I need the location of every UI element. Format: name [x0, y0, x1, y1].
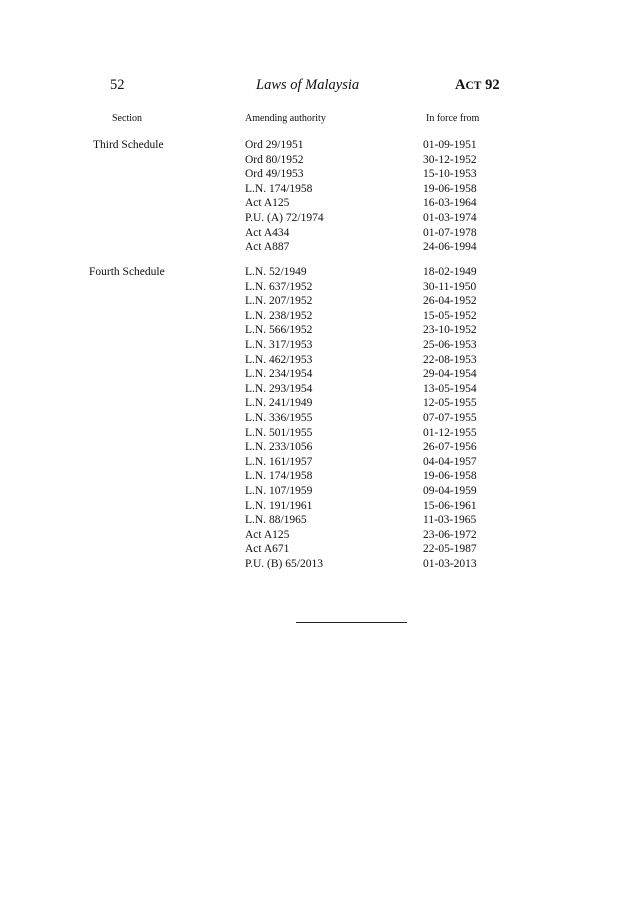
amending-authority: Ord 29/1951 [245, 139, 304, 151]
in-force-date: 24-06-1994 [423, 241, 477, 254]
in-force-date: 09-04-1959 [423, 484, 477, 497]
section-label: Fourth Schedule [89, 266, 165, 278]
in-force-date: 01-03-2013 [423, 557, 477, 570]
page-number: 52 [110, 77, 125, 93]
in-force-date: 04-04-1957 [423, 455, 477, 468]
in-force-date: 13-05-1954 [423, 382, 477, 395]
in-force-date: 07-07-1955 [423, 411, 477, 424]
amending-authority: L.N. 174/1958 [245, 182, 313, 195]
amending-authority: L.N. 233/1056 [245, 441, 313, 454]
amending-authority: Act A125 [245, 528, 290, 541]
amending-authority: L.N. 566/1952 [245, 324, 313, 337]
in-force-date: 18-02-1949 [423, 266, 477, 278]
amending-authority: L.N. 293/1954 [245, 382, 313, 395]
act-prefix: A [455, 77, 466, 93]
in-force-date: 15-05-1952 [423, 309, 477, 322]
in-force-date: 16-03-1964 [423, 197, 477, 210]
section-label: Third Schedule [93, 139, 164, 151]
in-force-date: 29-04-1954 [423, 368, 477, 381]
amending-authority: L.N. 317/1953 [245, 338, 313, 351]
in-force-date: 15-10-1953 [423, 168, 477, 181]
amending-authority: Act A887 [245, 241, 290, 254]
end-rule-divider [296, 622, 407, 623]
in-force-date: 23-10-1952 [423, 324, 477, 337]
amending-authority: L.N. 637/1952 [245, 280, 313, 293]
in-force-date: 15-06-1961 [423, 499, 477, 512]
column-header-authority: Amending authority [245, 113, 326, 124]
amending-authority: Act A125 [245, 197, 290, 210]
in-force-date: 23-06-1972 [423, 528, 477, 541]
in-force-date: 01-09-1951 [423, 139, 477, 151]
amending-authority: P.U. (B) 65/2013 [245, 557, 323, 570]
amending-authority: L.N. 462/1953 [245, 353, 313, 366]
amending-authority: L.N. 191/1961 [245, 499, 313, 512]
in-force-date: 12-05-1955 [423, 397, 477, 410]
in-force-date: 26-07-1956 [423, 441, 477, 454]
amending-authority: L.N. 88/1965 [245, 514, 307, 527]
in-force-date: 25-06-1953 [423, 338, 477, 351]
act-number: 92 [481, 77, 500, 93]
in-force-date: 19-06-1958 [423, 182, 477, 195]
amending-authority: L.N. 174/1958 [245, 470, 313, 483]
column-header-section: Section [112, 113, 142, 124]
in-force-date: 22-05-1987 [423, 543, 477, 556]
amending-authority: L.N. 107/1959 [245, 484, 313, 497]
in-force-date: 11-03-1965 [423, 514, 477, 527]
amending-authority: L.N. 161/1957 [245, 455, 313, 468]
amending-authority: L.N. 336/1955 [245, 411, 313, 424]
amending-authority: L.N. 241/1949 [245, 397, 313, 410]
amending-authority: Act A671 [245, 543, 290, 556]
column-header-in-force: In force from [426, 113, 480, 124]
in-force-date: 30-11-1950 [423, 280, 477, 293]
amending-authority: L.N. 207/1952 [245, 295, 313, 308]
amending-authority: L.N. 52/1949 [245, 266, 307, 278]
amending-authority: P.U. (A) 72/1974 [245, 211, 324, 224]
amending-authority: Act A434 [245, 226, 290, 239]
in-force-date: 22-08-1953 [423, 353, 477, 366]
document-title: Laws of Malaysia [256, 77, 360, 93]
act-reference [455, 76, 500, 95]
amending-authority: L.N. 238/1952 [245, 309, 313, 322]
in-force-date: 26-04-1952 [423, 295, 477, 308]
amending-authority: Ord 80/1952 [245, 153, 304, 166]
in-force-date: 01-12-1955 [423, 426, 477, 439]
in-force-date: 01-07-1978 [423, 226, 477, 239]
act-smallcaps: CT [465, 80, 482, 92]
amending-authority: Ord 49/1953 [245, 168, 304, 181]
in-force-date: 19-06-1958 [423, 470, 477, 483]
in-force-date: 01-03-1974 [423, 211, 477, 224]
amending-authority: L.N. 501/1955 [245, 426, 313, 439]
in-force-date: 30-12-1952 [423, 153, 477, 166]
amending-authority: L.N. 234/1954 [245, 368, 313, 381]
